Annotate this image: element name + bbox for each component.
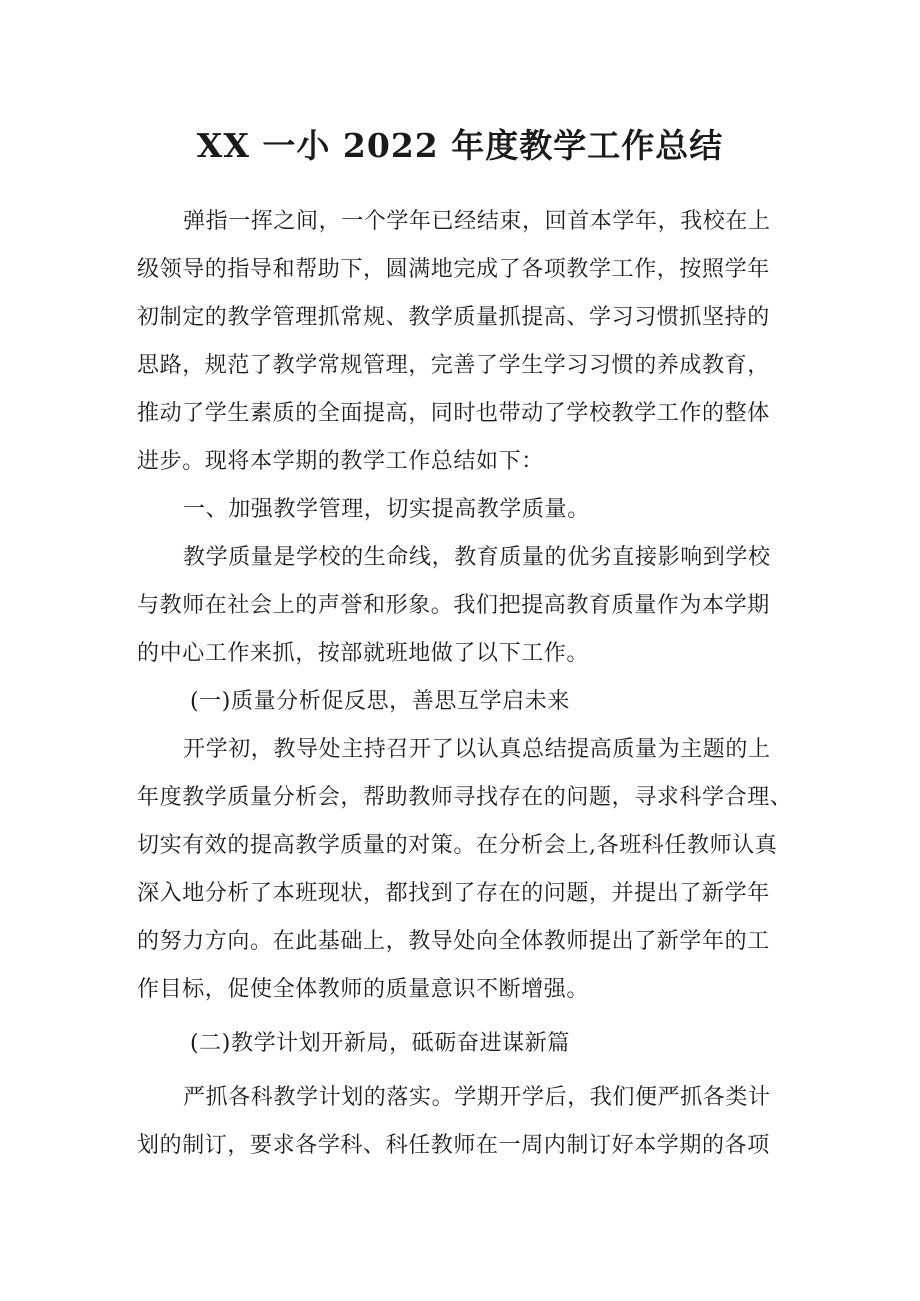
paragraph-line: 深入地分析了本班现状，都找到了存在的问题，并提出了新学年 [137,881,770,906]
subsection-heading: (一)质量分析促反思，善思互学启未来 [190,689,570,714]
paragraph-line: 切实有效的提高教学质量的对策。在分析会上,各班科任教师认真 [137,833,778,858]
paragraph-line: 进步。现将本学期的教学工作总结如下： [137,449,544,474]
paragraph-line: 推动了学生素质的全面提高，同时也带动了学校教学工作的整体 [137,401,770,426]
paragraph-line: 与教师在社会上的声誉和形象。我们把提高教育质量作为本学期 [137,593,770,618]
section-heading: 一、加强教学管理，切实提高教学质量。 [183,497,590,522]
paragraph-line: 划的制订，要求各学科、科任教师在一周内制订好本学期的各项 [137,1133,770,1158]
paragraph-line: 级领导的指导和帮助下，圆满地完成了各项教学工作，按照学年 [137,257,770,282]
paragraph-line: 的中心工作来抓，按部就班地做了以下工作。 [137,641,590,666]
paragraph-line: 作目标，促使全体教师的质量意识不断增强。 [137,977,590,1002]
paragraph-line: 初制定的教学管理抓常规、教学质量抓提高、学习习惯抓坚持的 [137,305,770,330]
subsection-heading: (二)教学计划开新局，砥砺奋进谋新篇 [190,1031,570,1056]
paragraph-line: 的努力方向。在此基础上，教导处向全体教师提出了新学年的工 [137,929,770,954]
paragraph-line: 开学初，教导处主持召开了以认真总结提高质量为主题的上 [183,737,771,762]
paragraph-line: 严抓各科教学计划的落实。学期开学后，我们便严抓各类计 [183,1085,771,1110]
paragraph-line: 年度教学质量分析会，帮助教师寻找存在的问题，寻求科学合理、 [137,785,793,810]
paragraph-line: 弹指一挥之间，一个学年已经结束，回首本学年，我校在上 [183,209,771,234]
paragraph-line: 教学质量是学校的生命线，教育质量的优劣直接影响到学校 [183,545,771,570]
paragraph-line: 思路，规范了教学常规管理，完善了学生学习习惯的养成教育， [137,353,770,378]
document-title: XX 一小 2022 年度教学工作总结 [196,126,724,165]
